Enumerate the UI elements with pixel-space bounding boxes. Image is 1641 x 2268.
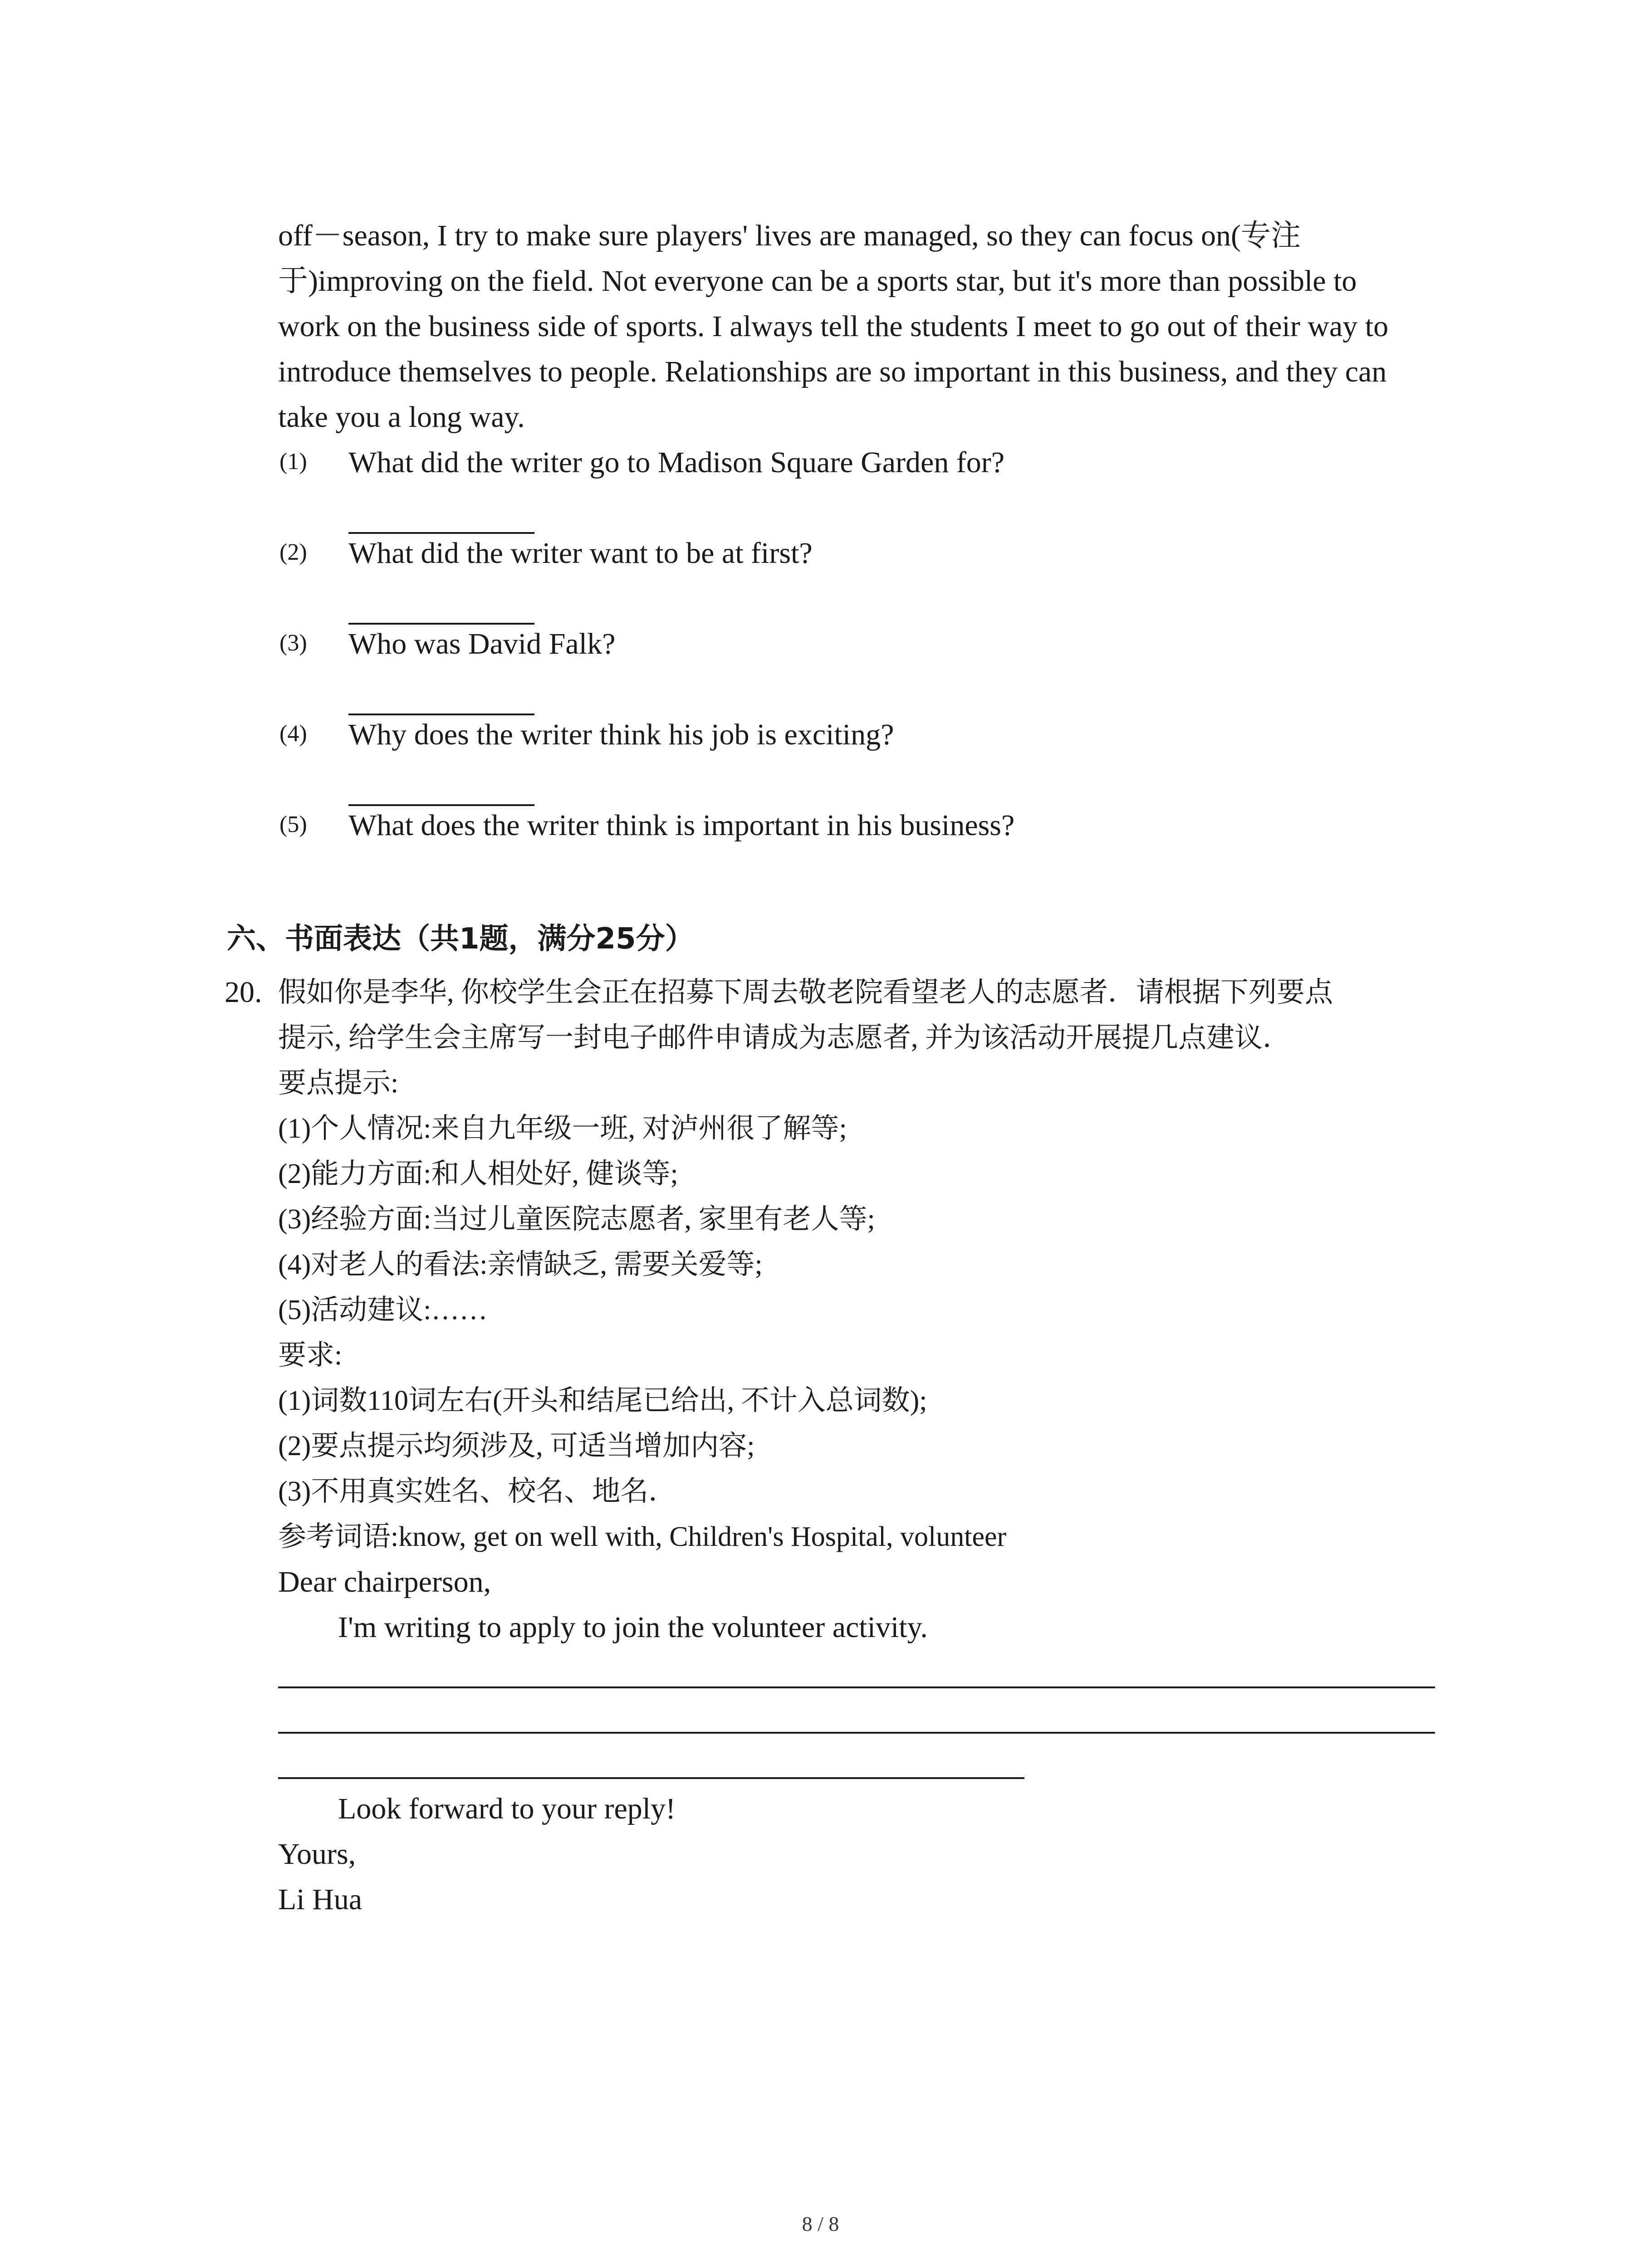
q20-line: (3)不用真实姓名、校名、地名． [278, 1476, 677, 1507]
passage-line: 于)improving on the field. Not everyone can be a sports star, but it's more than possible to [278, 264, 1357, 298]
q20-line: 提示, 给学生会主席写一封电子邮件申请成为志愿者, 并为该活动开展提几点建议． [278, 1022, 1291, 1053]
question-text: What did the writer want to be at first? [348, 537, 813, 570]
question-text: Why does the writer think his job is exciting? [348, 718, 894, 751]
question-number: (4) [279, 721, 307, 747]
question-text: What did the writer go to Madison Square Garden for? [348, 446, 1005, 479]
q20-line: (2)要点提示均须涉及, 可适当增加内容; [278, 1431, 755, 1461]
answer-blank[interactable] [348, 714, 534, 715]
question-number: (3) [279, 630, 307, 656]
letter-closing: Look forward to your reply! [338, 1792, 676, 1825]
letter-signoff: Yours, [278, 1838, 356, 1871]
question-number: (5) [279, 811, 307, 837]
q20-line: (3)经验方面:当过儿童医院志愿者, 家里有老人等; [278, 1204, 875, 1235]
writing-line[interactable] [278, 1732, 1435, 1734]
question-text: What does the writer think is important in his business? [348, 809, 1015, 842]
passage-line: introduce themselves to people. Relationships are so important in this business, and they can [278, 355, 1387, 388]
q20-line: 参考词语:know, get on well with, Children's Hospital, volunteer [278, 1521, 1007, 1552]
letter-name: Li Hua [278, 1883, 362, 1916]
letter-opening: I'm writing to apply to join the volunteer activity. [338, 1611, 928, 1644]
q20-line: 假如你是李华, 你校学生会正在招募下周去敬老院看望老人的志愿者．请根据下列要点 [278, 977, 1333, 1008]
writing-line[interactable] [278, 1686, 1435, 1688]
answer-blank[interactable] [348, 804, 534, 806]
question-number: (2) [279, 539, 307, 565]
question-number: (1) [279, 449, 307, 474]
passage-line: take you a long way. [278, 401, 525, 434]
writing-line[interactable] [278, 1777, 1024, 1779]
q20-line: (1)个人情况:来自九年级一班, 对泸州很了解等; [278, 1113, 847, 1144]
section-title: 六、书面表达（共1题，满分25分） [227, 922, 694, 956]
question-text: Who was David Falk? [348, 627, 616, 660]
q20-line: (1)词数110词左右(开头和结尾已给出, 不计入总词数); [278, 1385, 927, 1416]
passage-line: off－season, I try to make sure players' lives are managed, so they can focus on(专注 [278, 219, 1301, 252]
passage-line: work on the business side of sports. I always tell the students I meet to go out of their way to [278, 310, 1389, 343]
page-number: 8 / 8 [802, 2212, 839, 2235]
q20-line: 要求: [278, 1340, 343, 1371]
answer-blank[interactable] [348, 532, 534, 534]
q20-line: (4)对老人的看法:亲情缺乏, 需要关爱等; [278, 1249, 763, 1280]
question-20-number: 20. [225, 976, 262, 1009]
letter-greeting: Dear chairperson, [278, 1565, 491, 1598]
q20-line: 要点提示: [278, 1068, 399, 1099]
q20-line: (2)能力方面:和人相处好, 健谈等; [278, 1158, 678, 1189]
answer-blank[interactable] [348, 623, 534, 625]
q20-line: (5)活动建议:…… [278, 1295, 488, 1325]
